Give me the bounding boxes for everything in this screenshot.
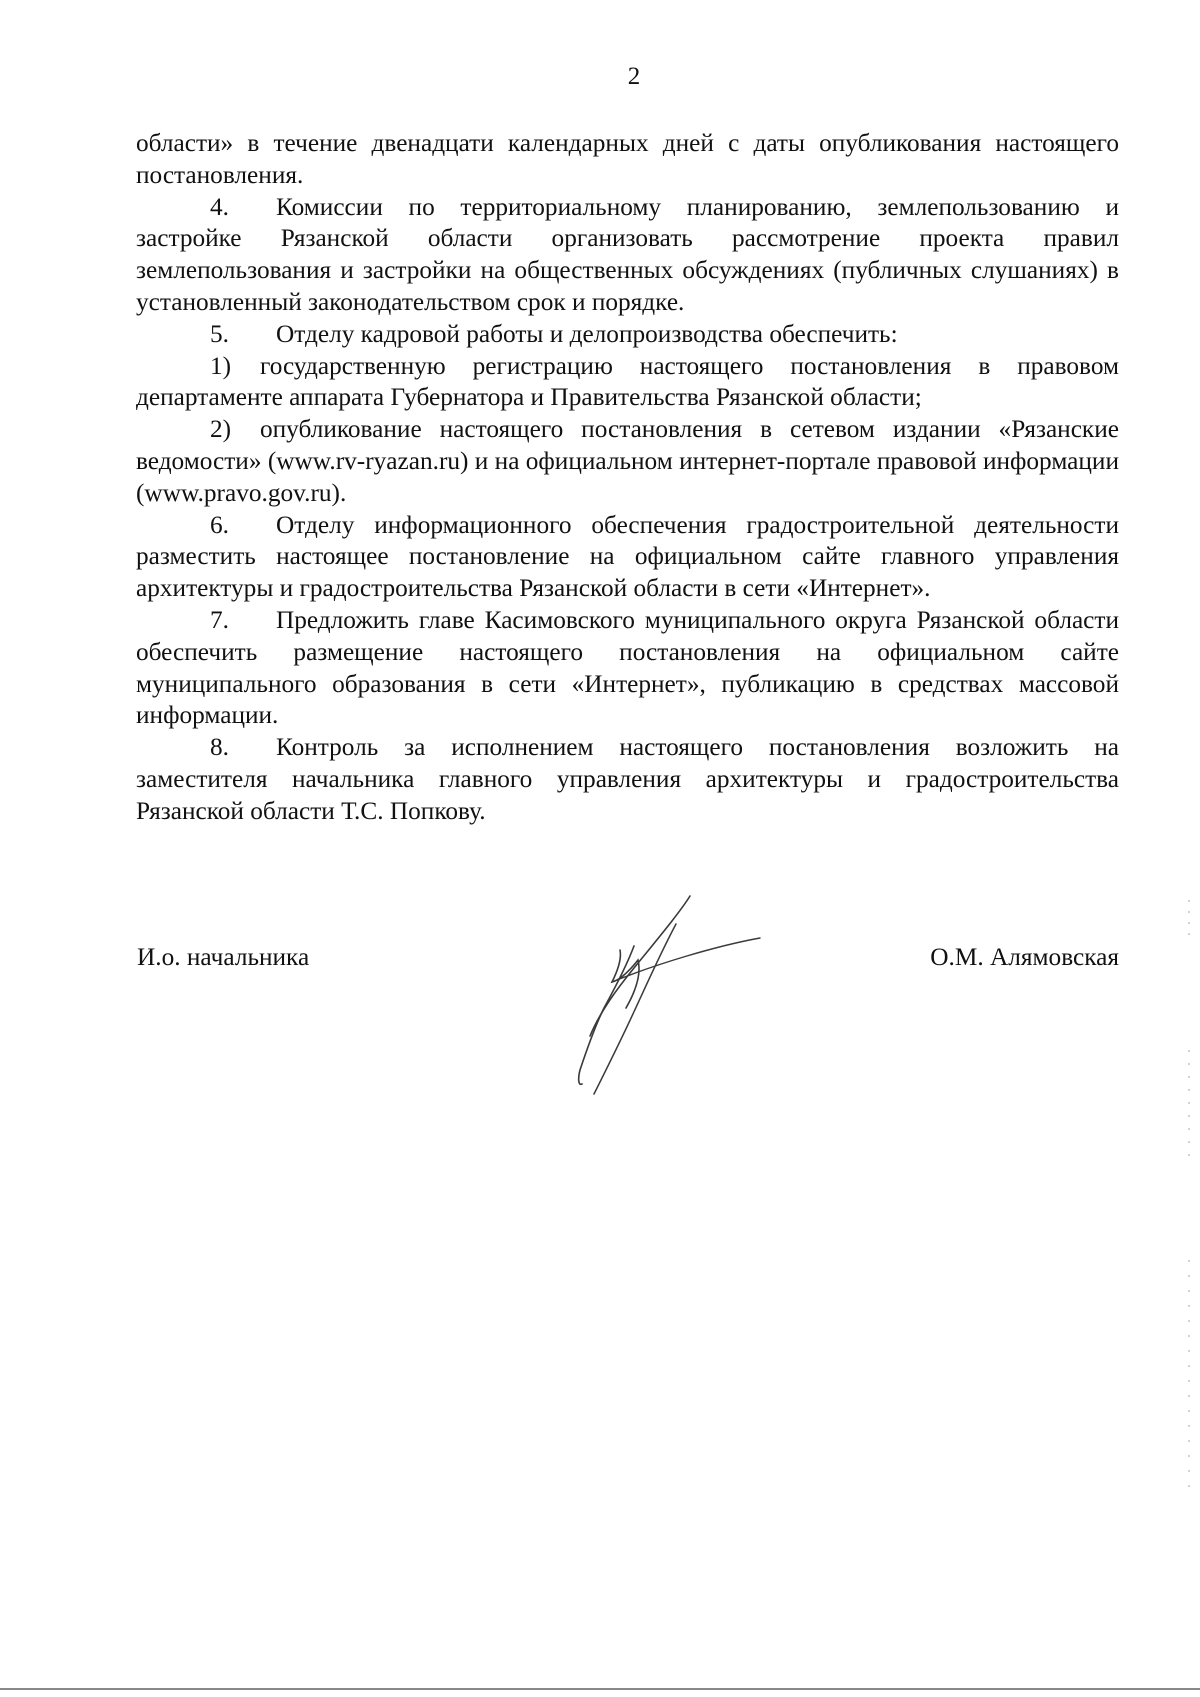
paragraph-5-1-number: 1) xyxy=(210,351,232,380)
signer-position: И.о. начальника xyxy=(137,943,310,971)
paragraph-continuation: области» в течение двенадцати календарных дней с даты опубликования настоящего постановления. xyxy=(136,129,1119,189)
paragraph-4-text: Комиссии по территориальному планированию, землепользованию и застройке Рязанской области организовать рассмотрение проекта правил землепользования и застройки на общественных обсуждениях (публичных слушаниях) в установленный законодательством срок и порядке. xyxy=(136,192,1119,316)
paragraph-7-text: Предложить главе Касимовского муниципального округа Рязанской области обеспечить размещение настоящего постановления на официальном сайте муниципального образования в сети «Интернет», публикацию в средствах массовой информации. xyxy=(136,605,1119,730)
handwritten-signature xyxy=(576,890,826,1100)
paragraph-4-number: 4. xyxy=(210,192,229,221)
paragraph-5-2-number: 2) xyxy=(210,415,232,444)
paragraph-6-number: 6. xyxy=(210,510,229,539)
scan-edge-marks xyxy=(1186,900,1192,1500)
paragraph-6 xyxy=(136,510,1119,605)
paragraph-5-1-text: государственную регистрацию настоящего постановления в правовом департаменте аппарата Губернатора и Правительства Рязанской области; xyxy=(136,351,1119,412)
paragraph-8-text: Контроль за исполнением настоящего постановления возложить на заместителя начальника главного управления архитектуры и градостроительства Рязанской области Т.С. Попкову. xyxy=(136,733,1119,825)
paragraph-8 xyxy=(136,732,1119,827)
scan-bottom-edge xyxy=(0,1688,1200,1690)
paragraph-7-number: 7. xyxy=(210,605,229,634)
paragraph-5-2-text: опубликование настоящего постановления в сетевом издании «Рязанские ведомости» (www.rv-ryazan.ru) и на официальном интернет-портале правовой информации (www.pravo.gov.ru). xyxy=(136,415,1119,507)
paragraph-5-text: Отделу кадровой работы и делопроизводства обеспечить: xyxy=(276,319,898,348)
signer-name: О.М. Алямовская xyxy=(930,943,1119,971)
paragraph-4 xyxy=(136,192,1119,319)
page-number: 2 xyxy=(627,63,641,90)
paragraph-5-number: 5. xyxy=(210,319,229,348)
paragraph-8-number: 8. xyxy=(210,733,229,762)
paragraph-5 xyxy=(136,319,1119,351)
document-body xyxy=(136,128,1119,828)
paragraph-6-text: Отделу информационного обеспечения градостроительной деятельности разместить настоящее постановление на официальном сайте главного управления архитектуры и градостроительства Рязанской области в сети «Интернет». xyxy=(136,510,1119,603)
paragraph-5-2 xyxy=(136,414,1119,509)
paragraph-5-1 xyxy=(136,351,1119,415)
paragraph-7 xyxy=(136,605,1119,732)
